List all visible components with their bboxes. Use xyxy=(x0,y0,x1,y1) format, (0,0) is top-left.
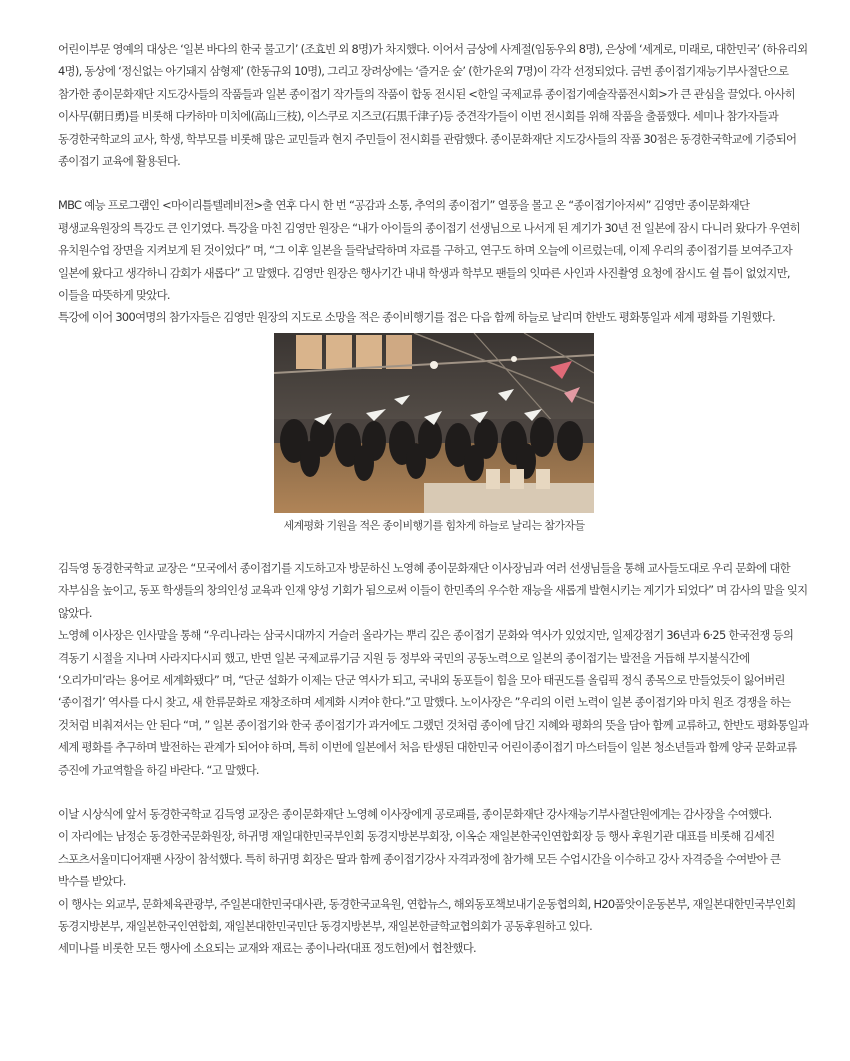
photo-figure xyxy=(274,333,594,535)
paragraph-gap xyxy=(58,172,810,194)
paragraph-paper-airplane: 특강에 이어 300여명의 참가자들은 김영만 원장의 지도로 소망을 적은 종이비행기를 접은 다음 함께 하늘로 날리며 한반도 평화통일과 세계 평화를 기원했다. xyxy=(58,310,775,325)
paragraph-awards: 어린이부문 영예의 대상은 ‘일본 바다의 한국 물고기’ (조효빈 외 8명)가 차지했다. 이어서 금상에 사계절(임동우외 8명), 은상에 ‘세계로, 미래로, 대한민국’ (하유리외 4명), 동상에 ‘정신없는 아기돼지 삼형제’ (한동규외 10명), 그리고 장려상에는 ‘즐거운 숲’ (한가운외 7명)이 각각 선정되었다. 금번 종이접기재능기부사절단으로 참가한 종이문화재단 지도강사들의 작품들과 일본 종이접기 작가들의 작품이 합동 전시된 <한일 국제교류 종이접기예술작품전시회>가 큰 관심을 끌었다. 아사히 이사무(朝日勇)를 비롯해 다카하마 미치에(高山三枝), 이스쿠로 지즈코(石黒千津子)등 중견작가들이 이번 전시회를 위해 작품을 출품했다. 세미나 참가자들과 동경한국학교의 교사, 학생, 학부모를 비롯해 많은 교민들과 현지 주민들이 전시회를 관람했다. 종이문화재단 지도강사들의 작품 30점은 동경한국학교에 기증되어 종이접기 교육에 활용된다. xyxy=(58,42,808,169)
paragraph-attendees: 이 자리에는 남정순 동경한국문화원장, 하귀명 재일대한민국부인회 동경지방본부회장, 이옥순 재일본한국인연합회장 등 행사 후원기관 대표를 비롯해 김세진 스포츠서울미디어재팬 사장이 참석했다. 특히 하귀명 회장은 딸과 함께 종이접기강사 자격과정에 참가해 모든 수업시간을 이수하고 강사 자격증을 수여받아 큰 박수를 받았다. xyxy=(58,829,781,889)
article-body xyxy=(58,38,810,960)
paragraph-chairperson-remarks: 노영혜 이사장은 인사말을 통해 “우리나라는 삼국시대까지 거슬러 올라가는 뿌리 깊은 종이접기 문화와 역사가 있었지만, 일제강점기 36년과 6·25 한국전쟁 등의 격동기 시절을 지나며 사라지다시피 했고, 반면 일본 국제교류기금 지원 등 정부와 국민의 공동노력으로 일본의 종이접기는 발전을 거듭해 부지불식간에 ‘오리가미’라는 용어로 세계화됐다” 며, “단군 설화가 이제는 단군 역사가 되고, 국내외 동포들이 힘을 모아 태권도를 올림픽 정식 종목으로 만들었듯이 잃어버린 ‘종이접기’ 역사를 다시 찾고, 새 한류문화로 재창조하며 세계화 시켜야 한다.”고 말했다. 노이사장은 ”우리의 이런 노력이 일본 종이접기와 마치 원조 경쟁을 하는 것처럼 비춰져서는 안 된다 “며, ” 일본 종이접기와 한국 종이접기가 과거에도 그랬던 것처럼 종이에 담긴 지혜와 평화의 뜻을 담아 함께 교류하고, 한반도 평화통일과 세계 평화를 추구하며 발전하는 관계가 되어야 하며, 특히 이번에 일본에서 처음 탄생된 대한민국 어린이종이접기 마스터들이 일본 청소년들과 함께 양국 문화교류 증진에 가교역할을 하길 바란다. “고 말했다. xyxy=(58,628,809,777)
paragraph-sponsors: 이 행사는 외교부, 문화체육관광부, 주일본대한민국대사관, 동경한국교육원, 연합뉴스, 해외동포책보내기운동협의회, H20품앗이운동본부, 재일본대한민국부인회 동경지방본부, 재일본한국인연합회, 재일본대한민국민단 동경지방본부, 재일본한글학교협의회가 공동후원하고 있다. xyxy=(58,896,796,933)
paragraph-gap xyxy=(58,781,810,803)
paragraph-gap xyxy=(58,535,810,557)
photo-caption: 세계평화 기원을 적은 종이비행기를 힘차게 하늘로 날리는 참가자들 xyxy=(283,518,585,532)
paragraph-materials: 세미나를 비롯한 모든 행사에 소요되는 교재와 재료는 종이나라(대표 정도헌)에서 협찬했다. xyxy=(58,941,476,956)
event-photo xyxy=(274,333,594,513)
paragraph-lecture: MBC 예능 프로그램인 <마이리틀텔레비전>출 연후 다시 한 번 “공감과 소통, 추억의 종이접기” 열풍을 몰고 온 “종이접기아저씨” 김영만 종이문화재단 평생교육원장의 특강도 큰 인기였다. 특강을 마친 김영만 원장은 “내가 아이들의 종이접기 선생님으로 나서게 된 계기가 30년 전 일본에 잠시 다니러 왔다가 우연히 유치원수업 장면을 지켜보게 된 것이었다” 며, “그 이후 일본을 들락날락하며 자료를 구하고, 연구도 하며 오늘에 이르렀는데, 이제 우리의 종이접기를 보여주고자 일본에 왔다고 생각하니 감회가 새롭다” 고 말했다. 김영만 원장은 행사기간 내내 학생과 학부모 팬들의 잇따른 사인과 사진촬영 요청에 잠시도 쉴 틈이 없었지만, 이들을 따뜻하게 맞았다. xyxy=(58,198,800,303)
paragraph-principal-remarks: 김득영 동경한국학교 교장은 “모국에서 종이접기를 지도하고자 방문하신 노영혜 종이문화재단 이사장님과 여러 선생님들을 통해 교사들도대로 우리 문화에 대한 자부심을 높이고, 동포 학생들의 창의인성 교육과 인재 양성 기회가 됨으로써 이들이 한민족의 우수한 재능을 새롭게 발현시키는 계기가 되었다” 며 감사의 말을 잊지 않았다. xyxy=(58,560,808,620)
paragraph-ceremony: 이날 시상식에 앞서 동경한국학교 김득영 교장은 종이문화재단 노영혜 이사장에게 공로패를, 종이문화재단 강사재능기부사절단원에게는 감사장을 수여했다. xyxy=(58,806,772,821)
